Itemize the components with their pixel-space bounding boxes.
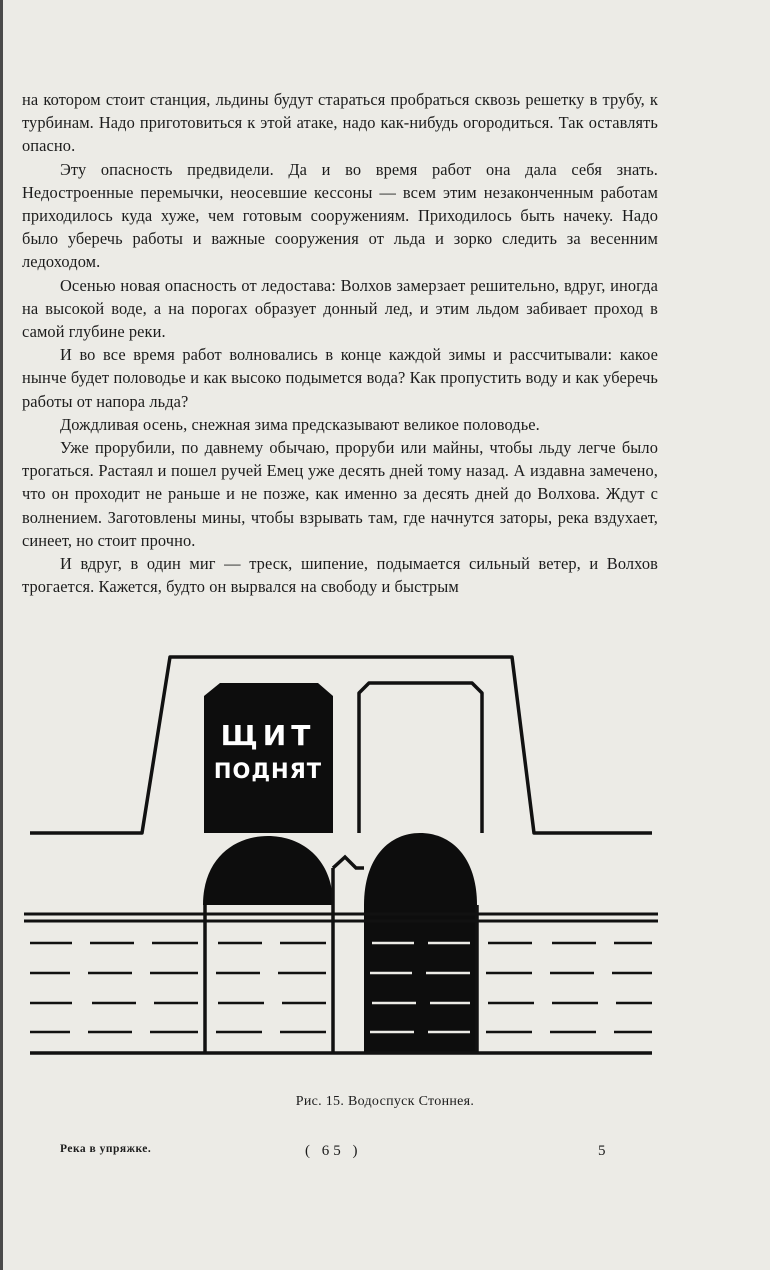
gate-label-line2: ПОДНЯТ xyxy=(213,759,323,783)
upper-structure xyxy=(30,657,652,833)
signature-mark: 5 xyxy=(598,1143,606,1159)
paragraph: Уже прорубили, по давнему обычаю, проруби или майны, чтобы льду легче было трогаться. Растаял и пошел ручей Емец уже десять дней тому назад. А издавна замечено, что он проходит не раньше и не позже, как именно за десять дней до Волхова. Ждут с волнением. Заготовлены мины, чтобы взрывать там, где начнутся заторы, река вздухает, синеет, но стоит прочно. xyxy=(22,438,658,550)
sluice-diagram xyxy=(22,650,662,1070)
upper-wall-line xyxy=(30,657,652,833)
paragraph: Эту опасность предвидели. Да и во время работ она дала себя знать. Недостроенные перемычки, неосевшие кессоны — всем этим незаконченным работам приходилось куда хуже, чем готовым сооружениям. Приходилось быть начеку. Надо было уберечь работы и важные сооружения от льда и зорко следить за весенним ледоходом. xyxy=(22,159,658,272)
figure-caption: Рис. 15. Водоспуск Стоннея. xyxy=(295,1094,475,1109)
paragraph: Дождливая осень, снежная зима предсказывают великое половодье. xyxy=(60,414,540,434)
right-arch-dome xyxy=(364,833,477,905)
paragraph: на котором стоит станция, льдины будут стараться пробраться сквозь решетку в трубу, к турбинам. Надо приготовиться к этой атаке, надо как-нибудь огородиться. Так оставлять опасно. xyxy=(22,90,658,156)
lower-structure xyxy=(30,857,652,1053)
gate-label-line1: ЩИТ xyxy=(220,719,316,752)
center-roof xyxy=(333,857,364,868)
footer-book-title: Река в упряжке. xyxy=(60,1143,152,1155)
figure-sluice-diagram xyxy=(22,650,662,1070)
paragraph: И во все время работ волновались в конце каждой зимы и рассчитывали: какое нынче будет половодье и как высоко подымется вода? Как пропустить воду и как уберечь работы от напора льда? xyxy=(22,345,658,411)
water-dashes xyxy=(30,943,652,1032)
page-number: ( 65 ) xyxy=(305,1143,362,1159)
water-surface xyxy=(24,914,658,921)
paragraph: Осенью новая опасность от ледостава: Волхов замерзает решительно, вдруг, иногда на высокой воде, а на порогах образует донный лед, и этим льдом забивает проход в самой глубине реки. xyxy=(22,275,658,342)
page-edge xyxy=(0,0,3,1270)
right-gate-outline xyxy=(359,683,482,833)
left-arch-dome xyxy=(203,836,333,905)
left-gate-raised xyxy=(204,683,333,833)
body-text xyxy=(22,88,658,598)
paragraph: И вдруг, в один миг — треск, шипение, подымается сильный ветер, и Волхов трогается. Кажется, будто он вырвался на свободу и быстрым xyxy=(22,554,658,597)
